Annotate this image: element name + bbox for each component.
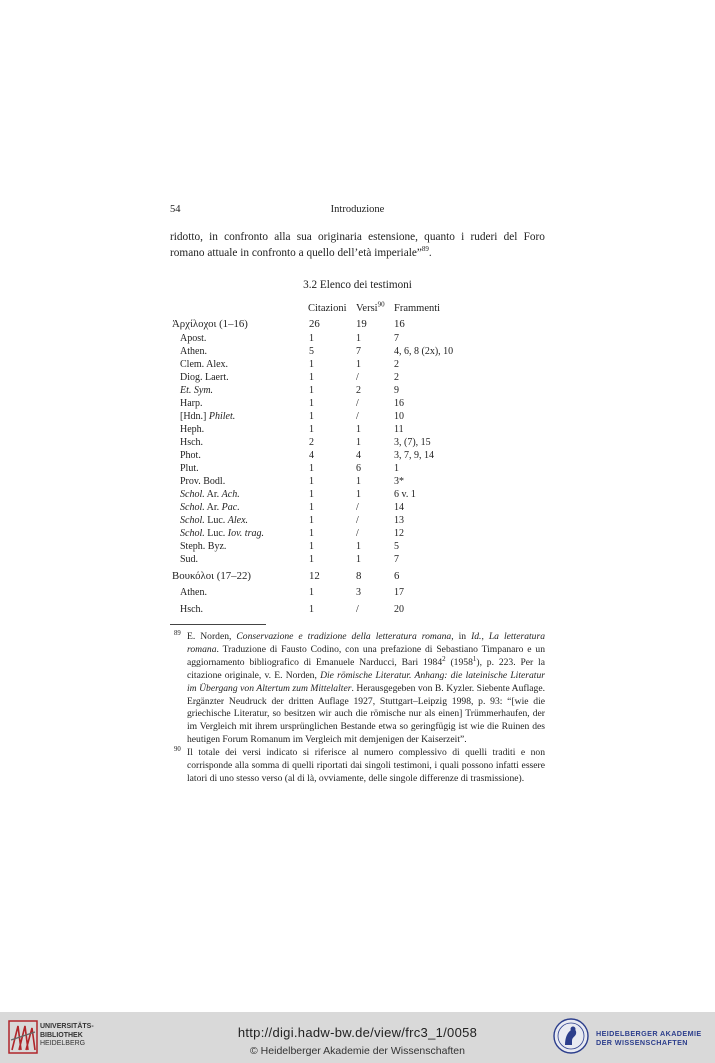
testimony-name-italic: Ach. xyxy=(221,489,240,500)
group-citazioni: 12 xyxy=(309,570,320,582)
witness-table xyxy=(172,300,492,619)
table-row xyxy=(172,602,492,619)
citazioni-cell: 1 xyxy=(309,463,314,474)
body-word: ridotto, xyxy=(170,231,203,243)
body-word: estensione, xyxy=(368,231,418,243)
versi-cell: 1 xyxy=(356,476,361,487)
body-line-2 xyxy=(170,246,545,262)
header-versi-label: Versi xyxy=(356,303,378,314)
versi-cell: 1 xyxy=(356,437,361,448)
citazioni-cell: 1 xyxy=(309,587,314,598)
citazioni-cell: 1 xyxy=(309,502,314,513)
frammenti-cell: 3* xyxy=(394,476,404,487)
group-frammenti: 6 xyxy=(394,570,400,582)
table-row xyxy=(172,585,492,602)
footnote-text: . Traduzione di Fausto Codino, con una prefazione di Sebastiano Timpanaro e un aggiornamento bibliografico di Emanuele Narducci, Bari 1984 xyxy=(187,643,545,668)
table-row xyxy=(172,359,492,372)
testimony-name-part: Ar. xyxy=(204,502,222,513)
frammenti-cell: 3, 7, 9, 14 xyxy=(394,450,434,461)
testimony-name-part: Phot. xyxy=(180,450,201,461)
hadw-logo-line-2: DER WISSENSCHAFTEN xyxy=(596,1038,688,1047)
table-body xyxy=(172,318,492,619)
testimony-name xyxy=(180,587,207,598)
testimony-name xyxy=(180,437,203,448)
testimony-name xyxy=(180,424,204,435)
group-name: Βουκόλοι (17–22) xyxy=(172,570,251,582)
citazioni-cell: 1 xyxy=(309,333,314,344)
testimony-name xyxy=(180,359,228,370)
footnote-italic-text: La letteratura romana xyxy=(187,631,545,655)
table-row xyxy=(172,541,492,554)
testimony-name xyxy=(180,528,264,539)
testimony-name-part: Ar. xyxy=(204,489,222,500)
footnote-number: 90 xyxy=(174,746,181,754)
footnote-text: , xyxy=(481,631,489,642)
table-row xyxy=(172,489,492,502)
body-paragraph xyxy=(170,230,545,261)
body-line-2-text: romano attuale in confronto a quello dell’età imperiale” xyxy=(170,246,422,259)
versi-cell: 1 xyxy=(356,554,361,565)
table-row xyxy=(172,528,492,541)
page-number: 54 xyxy=(170,204,181,215)
frammenti-cell: 13 xyxy=(394,515,404,526)
testimony-name-part: Plut. xyxy=(180,463,199,474)
frammenti-cell: 2 xyxy=(394,372,399,383)
testimony-name-part: Luc. xyxy=(204,515,228,526)
group-versi: 8 xyxy=(356,570,362,582)
citazioni-cell: 1 xyxy=(309,398,314,409)
testimony-name-part: Sud. xyxy=(180,554,199,565)
testimony-name-italic: Schol. xyxy=(180,515,205,526)
body-word: del xyxy=(503,231,518,243)
table-row xyxy=(172,411,492,424)
citazioni-cell: 1 xyxy=(309,489,314,500)
body-word: sua xyxy=(296,231,312,243)
footnote-italic-text: Id. xyxy=(471,631,482,642)
frammenti-cell: 7 xyxy=(394,333,399,344)
copyright-notice: © Heidelberger Akademie der Wissenschaften xyxy=(250,1045,465,1057)
frammenti-cell: 5 xyxy=(394,541,399,552)
ub-logo-line-2: BIBLIOTHEK xyxy=(40,1031,83,1039)
testimony-name-italic: Iov. trag. xyxy=(227,528,264,539)
testimony-name xyxy=(180,463,199,474)
table-row xyxy=(172,385,492,398)
body-line-1 xyxy=(170,230,545,246)
versi-cell: 4 xyxy=(356,450,361,461)
testimony-name-part: Harp. xyxy=(180,398,203,409)
citazioni-cell: 1 xyxy=(309,528,314,539)
footnote-superscript: 2 xyxy=(442,654,446,663)
frammenti-cell: 2 xyxy=(394,359,399,370)
testimony-name xyxy=(180,385,213,396)
footnote-text: E. Norden, xyxy=(187,631,237,642)
table-row xyxy=(172,424,492,437)
permalink-url[interactable]: http://digi.hadw-bw.de/view/frc3_1/0058 xyxy=(237,1025,478,1040)
viewer-footer xyxy=(0,1012,715,1063)
header-versi xyxy=(356,300,385,314)
testimony-name-italic: Philet. xyxy=(208,411,236,422)
body-word: originaria xyxy=(317,231,362,243)
body-line-2-end: . xyxy=(428,246,432,259)
versi-cell: / xyxy=(356,411,359,422)
footnote-ref-90[interactable]: 90 xyxy=(377,300,385,309)
testimony-name-part: Athen. xyxy=(180,587,207,598)
versi-cell: 1 xyxy=(356,489,361,500)
testimony-name-part: Diog. Laert. xyxy=(180,372,229,383)
footnote-italic-text: Die römische Literatur. Anhang: die lateinische Literatur im Übergang von Altertum zum Mittelalter xyxy=(187,669,545,694)
hadw-logo-line-1: HEIDELBERGER AKADEMIE xyxy=(596,1029,702,1038)
body-word: confronto xyxy=(224,231,269,243)
testimony-name-part: [Hdn.] xyxy=(180,411,209,422)
citazioni-cell: 2 xyxy=(309,437,314,448)
testimony-name xyxy=(180,554,198,565)
table-row xyxy=(172,515,492,528)
testimony-name xyxy=(180,398,203,409)
footnote-rule xyxy=(170,624,266,625)
testimony-name xyxy=(180,333,206,344)
citazioni-cell: 1 xyxy=(309,604,314,615)
table-row xyxy=(172,398,492,411)
testimony-name xyxy=(180,604,203,615)
testimony-name xyxy=(180,489,240,500)
frammenti-cell: 9 xyxy=(394,385,399,396)
testimony-name-part: Steph. Byz. xyxy=(180,541,227,552)
frammenti-cell: 1 xyxy=(394,463,399,474)
testimony-name xyxy=(180,346,207,357)
footnote-90 xyxy=(170,747,545,786)
citazioni-cell: 1 xyxy=(309,372,314,383)
testimony-name-italic: Pac. xyxy=(221,502,240,513)
table-row xyxy=(172,463,492,476)
testimony-name xyxy=(180,515,248,526)
versi-cell: / xyxy=(356,398,359,409)
table-row xyxy=(172,333,492,346)
footnote-italic-text: Conservazione e tradizione della letteratura romana xyxy=(236,631,452,642)
versi-cell: / xyxy=(356,515,359,526)
versi-cell: 1 xyxy=(356,424,361,435)
running-title: Introduzione xyxy=(330,204,385,215)
testimony-name-part: Clem. Alex. xyxy=(180,359,229,370)
table-row xyxy=(172,437,492,450)
footnote-89 xyxy=(170,631,545,747)
table-row xyxy=(172,554,492,567)
citazioni-cell: 1 xyxy=(309,554,314,565)
versi-cell: 6 xyxy=(356,463,361,474)
footnote-text: ), p. 223. Per la citazione originale, v. E. Norden, xyxy=(187,656,545,681)
testimony-name-part: Athen. xyxy=(180,346,207,357)
testimony-name-part: Luc. xyxy=(204,528,228,539)
group-frammenti: 16 xyxy=(394,318,405,330)
testimony-name xyxy=(180,476,225,487)
testimony-name-italic: Schol. xyxy=(180,489,205,500)
frammenti-cell: 10 xyxy=(394,411,404,422)
hadw-seal-icon xyxy=(553,1018,589,1054)
group-name: Ἀρχίλοχοι (1–16) xyxy=(172,318,248,330)
group-versi: 19 xyxy=(356,318,367,330)
frammenti-cell: 6 v. 1 xyxy=(394,489,416,500)
body-word: quanto xyxy=(424,231,455,243)
testimony-name xyxy=(180,411,235,422)
body-word: alla xyxy=(274,231,291,243)
frammenti-cell: 16 xyxy=(394,398,404,409)
citazioni-cell: 5 xyxy=(309,346,314,357)
testimony-name-part: Hsch. xyxy=(180,604,204,615)
frammenti-cell: 4, 6, 8 (2x), 10 xyxy=(394,346,454,357)
versi-cell: / xyxy=(356,528,359,539)
body-word: in xyxy=(209,231,218,243)
body-word: i xyxy=(461,231,465,243)
citazioni-cell: 1 xyxy=(309,515,314,526)
testimony-name xyxy=(180,502,240,513)
frammenti-cell: 14 xyxy=(394,502,404,513)
testimony-name-italic: Et. Sym. xyxy=(180,385,214,396)
testimony-name-italic: Schol. xyxy=(180,528,205,539)
testimony-name-part: Hsch. xyxy=(180,437,204,448)
frammenti-cell: 3, (7), 15 xyxy=(394,437,431,448)
table-row xyxy=(172,502,492,515)
header-citazioni: Citazioni xyxy=(308,303,347,314)
testimony-name xyxy=(180,541,226,552)
citazioni-cell: 1 xyxy=(309,424,314,435)
citazioni-cell: 1 xyxy=(309,541,314,552)
citazioni-cell: 1 xyxy=(309,476,314,487)
footnote-text: (1958 xyxy=(445,656,473,668)
testimony-name-part: Apost. xyxy=(180,333,207,344)
versi-cell: / xyxy=(356,372,359,383)
footnotes xyxy=(170,631,545,786)
table-group-row xyxy=(172,318,492,333)
citazioni-cell: 1 xyxy=(309,411,314,422)
citazioni-cell: 1 xyxy=(309,359,314,370)
testimony-name-italic: Alex. xyxy=(227,515,249,526)
table-row xyxy=(172,476,492,489)
versi-cell: 7 xyxy=(356,346,361,357)
footnote-text: , in xyxy=(451,631,472,642)
versi-cell: 1 xyxy=(356,333,361,344)
citazioni-cell: 4 xyxy=(309,450,314,461)
versi-cell: / xyxy=(356,502,359,513)
citazioni-cell: 1 xyxy=(309,385,314,396)
versi-cell: 1 xyxy=(356,359,361,370)
footnote-text: Il totale dei versi indicato si riferisce al numero complessivo di quelli traditi e non corrisponde alla somma di quelli riportati dai singoli testimoni, i quali possono infatti essere latori di uno stesso verso (al di là, ovviamente, delle singole differenze di trasmissione). xyxy=(187,747,545,784)
testimony-name-part: Heph. xyxy=(180,424,205,435)
versi-cell: 1 xyxy=(356,541,361,552)
versi-cell: 2 xyxy=(356,385,361,396)
footnote-number: 89 xyxy=(174,630,181,637)
table-row xyxy=(172,372,492,385)
testimony-name xyxy=(180,450,201,461)
footnote-ref-89[interactable]: 89 xyxy=(421,244,429,253)
testimony-name-italic: Schol. xyxy=(180,502,205,513)
hadw-logo[interactable] xyxy=(553,1018,713,1058)
body-word: Foro xyxy=(523,231,545,243)
section-title: 3.2 Elenco dei testimoni xyxy=(303,279,412,291)
table-row xyxy=(172,450,492,463)
testimony-name xyxy=(180,372,229,383)
footnote-text: . Herausgegeben von B. Kyzler. Siebente Auflage. Ergänzter Neudruck der dritten Auflage 1927, Stuttgart–Leipzig 1998, p. 93: “[wie die griechische Literatur, so besitzen wir auch die römische nur als einen] Trümmerhaufen, der im Vergleich mit ihrem ursprünglichen Bestande etwa so geringfügig ist wie die Ruinen des heutigen Forum Romanum im Vergleich mit demjenigen der Kaiserzeit”. xyxy=(187,682,545,746)
frammenti-cell: 12 xyxy=(394,528,404,539)
table-row xyxy=(172,346,492,359)
table-group-row xyxy=(172,570,492,585)
group-citazioni: 26 xyxy=(309,318,320,330)
frammenti-cell: 7 xyxy=(394,554,399,565)
frammenti-cell: 11 xyxy=(394,424,404,435)
body-word: ruderi xyxy=(470,231,498,243)
ub-logo-line-3: HEIDELBERG xyxy=(40,1040,86,1047)
testimony-name-part: Prov. Bodl. xyxy=(180,476,226,487)
frammenti-cell: 20 xyxy=(394,604,404,615)
header-frammenti: Frammenti xyxy=(394,303,441,314)
versi-cell: 3 xyxy=(356,587,361,598)
footnote-superscript: 1 xyxy=(472,654,477,663)
table-header-row xyxy=(172,300,492,318)
ub-logo-line-1: UNIVERSITÄTS- xyxy=(40,1023,94,1030)
frammenti-cell: 17 xyxy=(394,587,404,598)
versi-cell: / xyxy=(356,604,359,615)
hadw-logo-text xyxy=(596,1029,702,1047)
